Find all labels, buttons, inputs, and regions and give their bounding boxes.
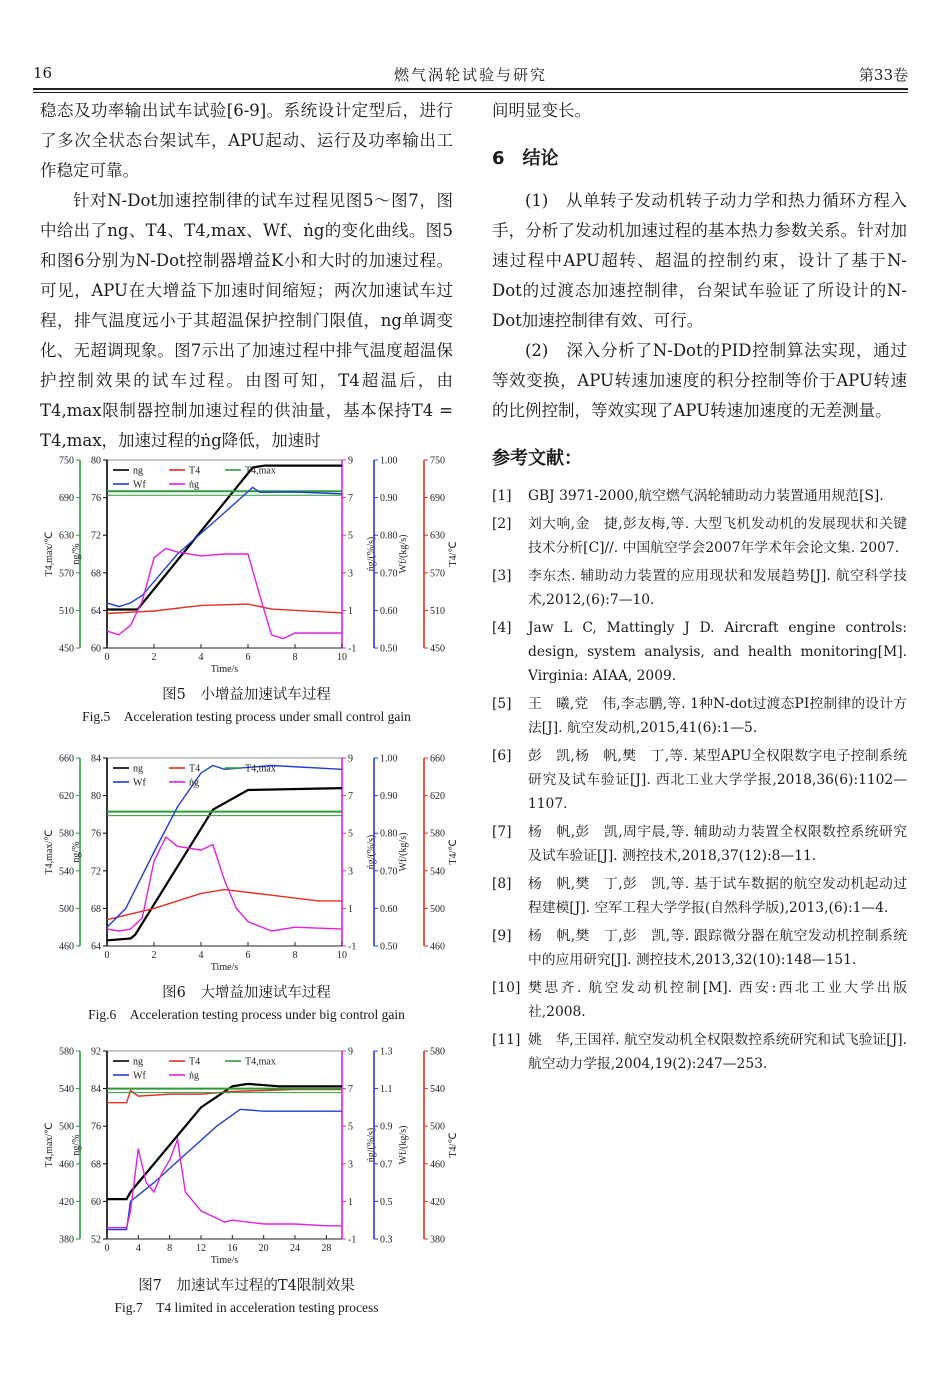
Wf-tick-label: 0.70 (380, 866, 398, 878)
T4max-tick-label: 660 (59, 753, 74, 765)
ng-tick-label: 64 (91, 941, 101, 953)
ng-tick-label: 60 (91, 643, 101, 655)
reference-number: [9] (492, 928, 512, 944)
ng-tick-label: 80 (91, 791, 101, 803)
ndot-tick-label: 3 (348, 568, 353, 580)
ng-legend-label: ng (133, 763, 143, 775)
ndot-tick-label: 5 (348, 1121, 353, 1133)
reference-item (492, 924, 907, 972)
x-tick-label: 10 (337, 652, 347, 663)
figure-6 (40, 750, 459, 1026)
ndot-tick-label: 7 (348, 493, 353, 505)
reference-text: 李东杰. 辅助动力装置的应用现状和发展趋势[J]. 航空科学技术,2012,(6):7—10. (528, 568, 907, 608)
x-tick-label: 0 (104, 950, 110, 961)
x-tick-label: 2 (151, 652, 157, 663)
Wf-tick-label: 0.3 (380, 1234, 393, 1246)
x-tick-label: 0 (104, 1243, 110, 1254)
reference-item (492, 512, 907, 560)
reference-item (492, 872, 907, 920)
figure-6-caption-en: Fig.6 Acceleration testing process under big control gain (88, 1007, 405, 1022)
ndot-tick-label: 1 (348, 1196, 353, 1208)
T4max-axis-title: T4,max/℃ (44, 1122, 55, 1168)
ng-tick-label: 68 (91, 1159, 101, 1171)
T4max-tick-label: 750 (59, 455, 74, 467)
ng-series-line (107, 1084, 342, 1199)
T4-tick-label: 660 (430, 753, 445, 765)
reference-number: [10] (492, 980, 521, 996)
reference-item (492, 616, 907, 688)
x-tick-label: 4 (135, 1243, 141, 1254)
reference-number: [6] (492, 748, 512, 764)
ndot-tick-label: 3 (348, 1159, 353, 1171)
header-rule (33, 88, 908, 93)
ng-tick-label: 76 (91, 1121, 101, 1133)
T4max-tick-label: 500 (59, 903, 74, 915)
ng-tick-label: 76 (91, 828, 101, 840)
ng-tick-label: 68 (91, 568, 101, 580)
T4max-tick-label: 690 (59, 493, 74, 505)
reference-number: [1] (492, 488, 512, 504)
reference-text: 杨 帆,樊 丁,彭 凯,等. 跟踪微分器在航空发动机控制系统中的应用研究[J]. 测控技术,2013,32(10):148—151. (528, 928, 907, 968)
Wf-tick-label: 0.50 (380, 643, 398, 655)
Wf-tick-label: 0.7 (380, 1159, 393, 1171)
Wf-tick-label: 0.90 (380, 493, 398, 505)
ng-legend-label: ng (133, 465, 143, 477)
paragraph-ndot-tests: 针对N-Dot加速控制律的试车过程见图5～图7，图中给出了ng、T4、T4,max、Wf、ṅg的变化曲线。图5和图6分别为N-Dot控制器增益K小和大时的加速过程。可见，APU在大增益下加速时间缩短；两次加速试车过程，排气温度远小于其超温保护控制门限值，ng单调变化、无超调现象。图7示出了加速过程中排气温度超温保护控制效果的试车过程。由图可知，T4超温后，由T4,max限制器控制加速过程的供油量，基本保持T4 = T4,max，加速过程的ṅg降低，加速时 (40, 191, 453, 450)
T4max-tick-label: 540 (59, 1084, 74, 1096)
x-tick-label: 24 (290, 1243, 300, 1254)
T4max-tick-label: 630 (59, 530, 74, 542)
ng-tick-label: 84 (91, 1084, 101, 1096)
Wf-tick-label: 0.5 (380, 1196, 393, 1208)
Wf-tick-label: 1.00 (380, 455, 398, 467)
Wf-axis-title: Wf/(kg/s) (398, 1125, 409, 1165)
reference-item (492, 484, 907, 508)
T4-series-line (107, 604, 342, 613)
reference-item (492, 564, 907, 612)
T4max-tick-label: 420 (59, 1196, 74, 1208)
Wf-tick-label: 0.60 (380, 903, 398, 915)
ndot-series-line (107, 548, 342, 638)
T4-tick-label: 420 (430, 1196, 445, 1208)
T4-tick-label: 450 (430, 643, 445, 655)
x-tick-label: 20 (258, 1243, 269, 1254)
ndot-series-line (107, 837, 342, 931)
paragraph-continuation: 间明显变长。 (492, 101, 591, 120)
Wf-tick-label: 0.90 (380, 791, 398, 803)
ng-tick-label: 68 (91, 903, 101, 915)
ndot-tick-label: -1 (348, 941, 357, 953)
Wf-tick-label: 0.9 (380, 1121, 393, 1133)
reference-text: 彭 凯,杨 帆,樊 丁,等. 某型APU全权限数字电子控制系统研究及试车验证[J]. 西北工业大学学报,2018,36(6):1102—1107. (528, 748, 907, 812)
T4-tick-label: 570 (430, 568, 445, 580)
Wf-tick-label: 0.80 (380, 530, 398, 542)
Wf-legend-label: Wf (133, 777, 146, 789)
figure-7-caption-cn: 图7 加速试车过程的T4限制效果 (138, 1278, 355, 1294)
T4-tick-label: 580 (430, 828, 445, 840)
reference-number: [4] (492, 620, 512, 636)
ndot-tick-label: 7 (348, 791, 353, 803)
journal-title: 燃气涡轮试验与研究 (393, 66, 547, 84)
page-number: 16 (33, 64, 53, 82)
reference-text: 王 曦,党 伟,李志鹏,等. 1种N-dot过渡态PI控制律的设计方法[J]. 航空发动机,2015,41(6):1—5. (528, 696, 907, 736)
T4-tick-label: 540 (430, 1084, 445, 1096)
T4max-tick-label: 380 (59, 1234, 74, 1246)
section-title: 6 结论 (492, 148, 559, 169)
ndot-tick-label: 7 (348, 1084, 353, 1096)
figure-5 (40, 452, 459, 728)
T4max-axis-title: T4,max/℃ (44, 829, 55, 875)
reference-text: 樊思齐. 航空发动机控制[M]. 西安:西北工业大学出版社,2008. (528, 980, 907, 1020)
figure-6-caption-cn: 图6 大增益加速试车过程 (162, 985, 331, 1001)
ndot-tick-label: 3 (348, 866, 353, 878)
x-axis-title: Time/s (210, 962, 239, 973)
reference-text: 杨 帆,彭 凯,周宇晨,等. 辅助动力装置全权限数控系统研究及试车验证[J]. 测控技术,2018,37(12):8—11. (528, 824, 907, 864)
reference-text: 刘大响,金 捷,彭友梅,等. 大型飞机发动机的发展现状和关键技术分析[C]//. 中国航空学会2007年学术年会论文集. 2007. (528, 516, 907, 556)
legend (113, 764, 276, 789)
T4-axis-title: T4/℃ (448, 1132, 459, 1158)
T4-tick-label: 460 (430, 941, 445, 953)
T4-tick-label: 500 (430, 1121, 445, 1133)
ndot-tick-label: 1 (348, 605, 353, 617)
paragraph-steady-state: 稳态及功率输出试车试验[6-9]。系统设计定型后，进行了多次全状态台架试车，APU起动、运行及功率输出工作稳定可靠。 (40, 101, 453, 180)
ng-tick-label: 76 (91, 493, 101, 505)
Wf-legend-label: Wf (133, 1070, 146, 1082)
ng-tick-label: 84 (91, 753, 101, 765)
Wf-tick-label: 1.3 (380, 1046, 393, 1058)
ng-axis-title: ng/% (71, 1134, 82, 1156)
T4max-tick-label: 450 (59, 643, 74, 655)
T4max-tick-label: 510 (59, 605, 74, 617)
reference-number: [5] (492, 696, 512, 712)
T4max-tick-label: 620 (59, 791, 74, 803)
T4max-tick-label: 540 (59, 866, 74, 878)
reference-number: [2] (492, 516, 512, 532)
Wf-tick-label: 0.50 (380, 941, 398, 953)
T4-tick-label: 540 (430, 866, 445, 878)
figure-5-chart (40, 452, 459, 684)
ng-axis-title: ng/% (71, 841, 82, 863)
T4max-legend-label: T4,max (245, 1056, 276, 1068)
figure-7-chart (40, 1043, 459, 1275)
reference-text: 姚 华,王国祥. 航空发动机全权限数控系统研究和试飞验证[J]. 航空动力学报,2004,19(2):247—253. (528, 1032, 907, 1072)
ng-tick-label: 80 (91, 455, 101, 467)
T4max-legend-label: T4,max (245, 763, 276, 775)
figure-5-caption-en: Fig.5 Acceleration testing process under small control gain (82, 709, 411, 724)
x-tick-label: 10 (337, 950, 347, 961)
conclusion-1: (1) 从单转子发动机转子动力学和热力循环方程入手，分析了发动机加速过程的基本热力参数关系。针对加速过程中APU超转、超温的控制约束，设计了基于N-Dot的过渡态加速控制律，台架试车验证了所设计的N-Dot加速控制律有效、可行。 (492, 191, 907, 330)
ndot-tick-label: 5 (348, 828, 353, 840)
running-header (33, 60, 908, 86)
reference-item (492, 1028, 907, 1076)
T4-tick-label: 580 (430, 1046, 445, 1058)
ndot-tick-label: -1 (348, 643, 357, 655)
T4-tick-label: 690 (430, 493, 445, 505)
T4-tick-label: 630 (430, 530, 445, 542)
legend (113, 466, 276, 491)
T4-legend-label: T4 (189, 1056, 201, 1068)
T4-legend-label: T4 (189, 763, 201, 775)
T4max-axis-title: T4,max/℃ (44, 531, 55, 577)
T4-axis-title: T4/℃ (448, 839, 459, 865)
ndot-legend-label: ṅg (189, 1070, 199, 1082)
ndot-legend-label: ṅg (189, 777, 199, 789)
ng-axis-title: ng/% (71, 543, 82, 565)
ng-legend-label: ng (133, 1056, 143, 1068)
x-tick-label: 8 (292, 652, 298, 663)
ng-tick-label: 72 (91, 866, 101, 878)
T4max-tick-label: 460 (59, 1159, 74, 1171)
left-column (40, 96, 453, 456)
figure-7-caption-en: Fig.7 T4 limited in acceleration testing process (114, 1300, 379, 1315)
ndot-axis-title: ṅg/(%/s) (366, 834, 377, 870)
x-tick-label: 12 (196, 1243, 206, 1254)
Wf-axis-title: Wf/(kg/s) (398, 534, 409, 574)
reference-number: [8] (492, 876, 512, 892)
ndot-axis-title: ṅg/(%/s) (366, 1127, 377, 1163)
reference-item (492, 744, 907, 816)
ng-tick-label: 60 (91, 1196, 101, 1208)
x-tick-label: 8 (167, 1243, 173, 1254)
T4max-tick-label: 580 (59, 1046, 74, 1058)
x-tick-label: 6 (245, 950, 251, 961)
Wf-tick-label: 0.70 (380, 568, 398, 580)
ndot-series-line (107, 1139, 342, 1227)
x-tick-label: 8 (292, 950, 298, 961)
figure-7 (40, 1043, 459, 1319)
reference-text: Jaw L C, Mattingly J D. Aircraft engine controls: design, system analysis, and health monitoring[M]. Virginia: AIAA, 2009. (528, 620, 907, 684)
T4-legend-label: T4 (189, 465, 201, 477)
x-axis-title: Time/s (210, 664, 239, 675)
T4-axis-title: T4/℃ (448, 541, 459, 567)
ng-tick-label: 52 (91, 1234, 101, 1246)
T4max-tick-label: 580 (59, 828, 74, 840)
Wf-series-line (107, 487, 342, 606)
ndot-tick-label: -1 (348, 1234, 357, 1246)
ndot-axis-title: ṅg/(%/s) (366, 536, 377, 572)
Wf-series-line (107, 1109, 342, 1229)
T4-series-line (107, 1090, 342, 1103)
T4max-tick-label: 500 (59, 1121, 74, 1133)
Wf-tick-label: 1.00 (380, 753, 398, 765)
reference-number: [11] (492, 1032, 521, 1048)
reference-item (492, 820, 907, 868)
Wf-tick-label: 0.60 (380, 605, 398, 617)
x-tick-label: 6 (245, 652, 251, 663)
ndot-tick-label: 9 (348, 455, 353, 467)
Wf-axis-title: Wf/(kg/s) (398, 832, 409, 872)
right-column (492, 96, 907, 1080)
figure-6-chart (40, 750, 459, 982)
x-tick-label: 4 (198, 950, 204, 961)
legend (113, 1057, 276, 1082)
ndot-tick-label: 9 (348, 753, 353, 765)
T4-tick-label: 460 (430, 1159, 445, 1171)
Wf-tick-label: 0.80 (380, 828, 398, 840)
ndot-legend-label: ṅg (189, 479, 199, 491)
Wf-tick-label: 1.1 (380, 1084, 393, 1096)
T4-tick-label: 500 (430, 903, 445, 915)
T4-tick-label: 510 (430, 605, 445, 617)
T4max-legend-label: T4,max (245, 465, 276, 477)
reference-item (492, 692, 907, 740)
reference-list (492, 484, 907, 1076)
x-tick-label: 2 (151, 950, 157, 961)
T4max-tick-label: 460 (59, 941, 74, 953)
ng-tick-label: 64 (91, 605, 101, 617)
x-tick-label: 0 (104, 652, 110, 663)
ndot-tick-label: 5 (348, 530, 353, 542)
reference-text: GBJ 3971-2000,航空燃气涡轮辅助动力装置通用规范[S]. (528, 488, 884, 504)
ndot-tick-label: 9 (348, 1046, 353, 1058)
T4-tick-label: 620 (430, 791, 445, 803)
T4-tick-label: 380 (430, 1234, 445, 1246)
ng-tick-label: 92 (91, 1046, 101, 1058)
x-axis-title: Time/s (210, 1255, 239, 1266)
T4-tick-label: 750 (430, 455, 445, 467)
x-tick-label: 16 (227, 1243, 238, 1254)
Wf-legend-label: Wf (133, 479, 146, 491)
reference-text: 杨 帆,樊 丁,彭 凯,等. 基于试车数据的航空发动机起动过程建模[J]. 空军工程大学学报(自然科学版),2013,(6):1—4. (528, 876, 907, 916)
reference-number: [7] (492, 824, 512, 840)
conclusion-2: (2) 深入分析了N-Dot的PID控制算法实现，通过等效变换，APU转速加速度的积分控制等价于APU转速的比例控制，等效实现了APU转速加速度的无差测量。 (492, 341, 907, 420)
reference-number: [3] (492, 568, 512, 584)
volume-label: 第33卷 (858, 66, 908, 84)
x-tick-label: 4 (198, 652, 204, 663)
ng-tick-label: 72 (91, 530, 101, 542)
ndot-tick-label: 1 (348, 903, 353, 915)
T4max-tick-label: 570 (59, 568, 74, 580)
reference-item (492, 976, 907, 1024)
references-title: 参考文献： (492, 448, 582, 469)
figure-5-caption-cn: 图5 小增益加速试车过程 (162, 687, 331, 703)
x-tick-label: 28 (321, 1243, 332, 1254)
